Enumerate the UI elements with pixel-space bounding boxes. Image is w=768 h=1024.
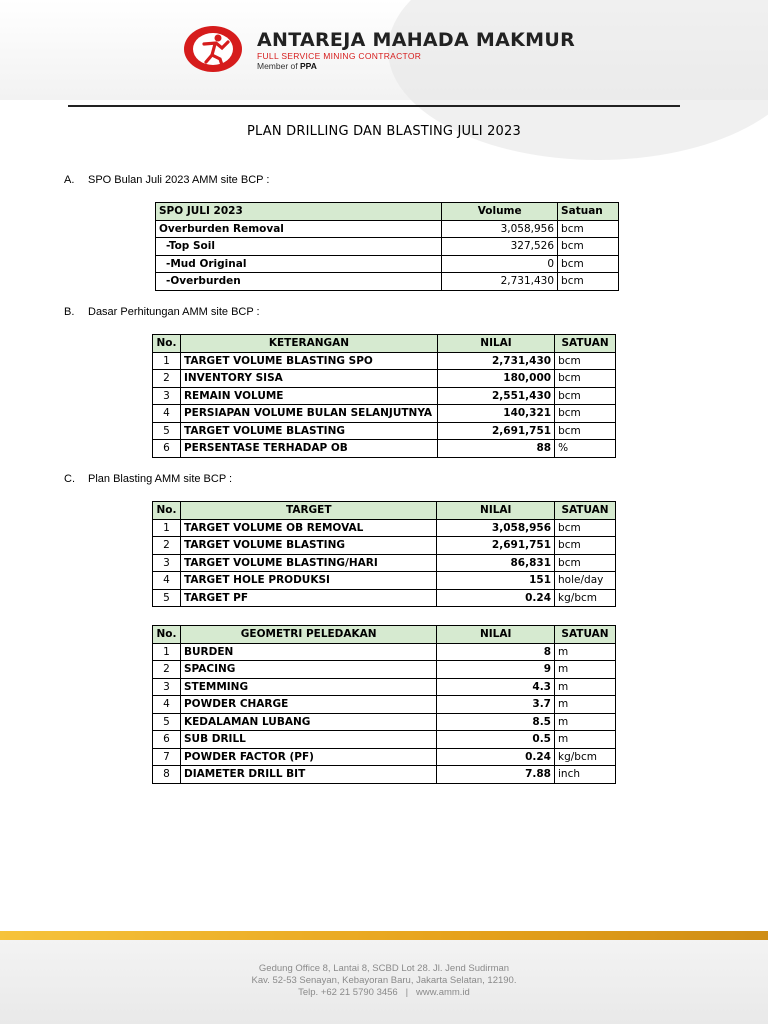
dasar-perhitungan-table xyxy=(152,334,616,458)
table-row xyxy=(153,589,616,607)
plan-row-unit: hole/day xyxy=(555,572,616,590)
table-row xyxy=(153,678,616,696)
geometry-header-unit: SATUAN xyxy=(555,626,616,644)
plan-row-no: 5 xyxy=(153,589,181,607)
spo-header-unit: Satuan xyxy=(558,203,619,221)
section-a-text: SPO Bulan Juli 2023 AMM site BCP : xyxy=(88,174,270,186)
dasar-row-unit: bcm xyxy=(555,387,616,405)
geometry-row-value: 8.5 xyxy=(437,713,555,731)
geometry-row-unit: m xyxy=(555,661,616,679)
geometry-row-name: SUB DRILL xyxy=(180,731,436,749)
footer-address xyxy=(0,963,768,999)
dasar-row-unit: bcm xyxy=(555,370,616,388)
section-b-letter: B. xyxy=(64,306,75,318)
dasar-row-unit: bcm xyxy=(555,405,616,423)
spo-table-header xyxy=(156,203,619,221)
company-logo-icon xyxy=(182,24,244,74)
spo-row-value: 2,731,430 xyxy=(442,273,558,291)
spo-row-unit: bcm xyxy=(558,255,619,273)
geometri-peledakan-table xyxy=(152,625,616,784)
dasar-row-no: 3 xyxy=(153,387,181,405)
geometry-row-name: STEMMING xyxy=(180,678,436,696)
plan-header-value: NILAI xyxy=(437,502,555,520)
spo-row-name: -Top Soil xyxy=(156,238,442,256)
spo-header-name: SPO JULI 2023 xyxy=(156,203,442,221)
spo-row-unit: bcm xyxy=(558,273,619,291)
spo-row-name: -Overburden xyxy=(156,273,442,291)
dasar-row-value: 2,551,430 xyxy=(437,387,554,405)
section-a-letter: A. xyxy=(64,174,75,186)
plan-row-value: 3,058,956 xyxy=(437,519,555,537)
plan-row-unit: kg/bcm xyxy=(555,589,616,607)
spo-row-unit: bcm xyxy=(558,238,619,256)
geometry-row-name: POWDER CHARGE xyxy=(180,696,436,714)
footer-address-line-1: Gedung Office 8, Lantai 8, SCBD Lot 28. Jl. Jend Sudirman xyxy=(258,963,510,974)
dasar-row-name: INVENTORY SISA xyxy=(180,370,437,388)
geometry-row-unit: kg/bcm xyxy=(555,748,616,766)
company-tagline: FULL SERVICE MINING CONTRACTOR xyxy=(257,51,422,61)
plan-row-value: 86,831 xyxy=(437,554,555,572)
dasar-row-name: TARGET VOLUME BLASTING xyxy=(180,422,437,440)
geometry-row-value: 9 xyxy=(437,661,555,679)
spo-row-value: 0 xyxy=(442,255,558,273)
geometry-row-no: 1 xyxy=(153,643,181,661)
spo-table xyxy=(155,202,619,291)
geometry-row-unit: m xyxy=(555,678,616,696)
geometry-row-value: 7.88 xyxy=(437,766,555,784)
plan-table-header xyxy=(153,502,616,520)
plan-row-value: 0.24 xyxy=(437,589,555,607)
footer-address-line-2: Kav. 52-53 Senayan, Kebayoran Baru, Jakarta Selatan, 12190. xyxy=(251,975,517,986)
geometry-header-no: No. xyxy=(153,626,181,644)
geometry-row-value: 8 xyxy=(437,643,555,661)
plan-row-name: TARGET VOLUME BLASTING/HARI xyxy=(180,554,437,572)
plan-row-name: TARGET PF xyxy=(180,589,437,607)
geometry-row-no: 6 xyxy=(153,731,181,749)
plan-header-name: TARGET xyxy=(180,502,437,520)
geometry-row-no: 2 xyxy=(153,661,181,679)
company-logo-block xyxy=(182,24,602,74)
table-row xyxy=(153,696,616,714)
section-b-label xyxy=(64,306,260,318)
dasar-row-value: 2,691,751 xyxy=(437,422,554,440)
table-row xyxy=(153,422,616,440)
geometry-row-unit: inch xyxy=(555,766,616,784)
plan-row-name: TARGET VOLUME BLASTING xyxy=(180,537,437,555)
spo-row-unit: bcm xyxy=(558,220,619,238)
plan-row-no: 4 xyxy=(153,572,181,590)
plan-row-value: 2,691,751 xyxy=(437,537,555,555)
dasar-row-no: 4 xyxy=(153,405,181,423)
geometry-row-no: 4 xyxy=(153,696,181,714)
geometry-header-value: NILAI xyxy=(437,626,555,644)
geometry-row-name: POWDER FACTOR (PF) xyxy=(180,748,436,766)
section-c-text: Plan Blasting AMM site BCP : xyxy=(88,473,233,485)
geometry-row-value: 0.5 xyxy=(437,731,555,749)
member-prefix: Member of xyxy=(257,61,300,71)
dasar-row-no: 2 xyxy=(153,370,181,388)
table-row xyxy=(153,643,616,661)
geometry-row-value: 0.24 xyxy=(437,748,555,766)
section-a-label xyxy=(64,174,269,186)
dasar-header-no: No. xyxy=(153,335,181,353)
table-row xyxy=(153,440,616,458)
geometry-row-unit: m xyxy=(555,713,616,731)
table-row xyxy=(153,519,616,537)
geometry-row-unit: m xyxy=(555,696,616,714)
dasar-header-name: KETERANGAN xyxy=(180,335,437,353)
plan-row-unit: bcm xyxy=(555,554,616,572)
table-row xyxy=(153,766,616,784)
dasar-row-unit: % xyxy=(555,440,616,458)
plan-header-unit: SATUAN xyxy=(555,502,616,520)
dasar-row-value: 2,731,430 xyxy=(437,352,554,370)
geometry-table-header xyxy=(153,626,616,644)
table-row xyxy=(153,731,616,749)
table-row xyxy=(156,273,619,291)
dasar-row-value: 180,000 xyxy=(437,370,554,388)
dasar-row-value: 140,321 xyxy=(437,405,554,423)
table-row xyxy=(156,238,619,256)
geometry-row-name: KEDALAMAN LUBANG xyxy=(180,713,436,731)
geometry-row-name: BURDEN xyxy=(180,643,436,661)
spo-row-name: -Mud Original xyxy=(156,255,442,273)
table-row xyxy=(153,572,616,590)
table-row xyxy=(153,387,616,405)
geometry-row-unit: m xyxy=(555,643,616,661)
dasar-row-value: 88 xyxy=(437,440,554,458)
section-b-text: Dasar Perhitungan AMM site BCP : xyxy=(88,306,260,318)
section-c-label xyxy=(64,473,232,485)
section-c-letter: C. xyxy=(64,473,75,485)
dasar-row-no: 6 xyxy=(153,440,181,458)
dasar-header-unit: SATUAN xyxy=(555,335,616,353)
table-row xyxy=(156,220,619,238)
plan-row-no: 1 xyxy=(153,519,181,537)
footer-contact-line: Telp. +62 21 5790 3456 | www.amm.id xyxy=(298,987,470,998)
dasar-row-no: 1 xyxy=(153,352,181,370)
spo-row-value: 327,526 xyxy=(442,238,558,256)
plan-row-unit: bcm xyxy=(555,537,616,555)
company-name: ANTAREJA MAHADA MAKMUR xyxy=(257,29,576,51)
dasar-row-name: PERSENTASE TERHADAP OB xyxy=(180,440,437,458)
plan-row-name: TARGET VOLUME OB REMOVAL xyxy=(180,519,437,537)
dasar-row-unit: bcm xyxy=(555,422,616,440)
plan-row-no: 3 xyxy=(153,554,181,572)
dasar-table-header xyxy=(153,335,616,353)
dasar-row-name: TARGET VOLUME BLASTING SPO xyxy=(180,352,437,370)
document-title: PLAN DRILLING DAN BLASTING JULI 2023 xyxy=(247,124,521,139)
plan-row-no: 2 xyxy=(153,537,181,555)
plan-row-name: TARGET HOLE PRODUKSI xyxy=(180,572,437,590)
table-row xyxy=(153,405,616,423)
geometry-row-no: 7 xyxy=(153,748,181,766)
table-row xyxy=(156,255,619,273)
spo-header-volume: Volume xyxy=(442,203,558,221)
geometry-row-unit: m xyxy=(555,731,616,749)
geometry-header-name: GEOMETRI PELEDAKAN xyxy=(180,626,436,644)
geometry-row-name: SPACING xyxy=(180,661,436,679)
member-of: PPA xyxy=(300,61,317,71)
plan-header-no: No. xyxy=(153,502,181,520)
spo-row-name: Overburden Removal xyxy=(156,220,442,238)
table-row xyxy=(153,713,616,731)
geometry-row-value: 4.3 xyxy=(437,678,555,696)
geometry-row-no: 8 xyxy=(153,766,181,784)
spo-row-value: 3,058,956 xyxy=(442,220,558,238)
dasar-row-name: REMAIN VOLUME xyxy=(180,387,437,405)
geometry-row-no: 5 xyxy=(153,713,181,731)
dasar-row-unit: bcm xyxy=(555,352,616,370)
table-row xyxy=(153,748,616,766)
header-divider xyxy=(68,105,680,107)
plan-row-value: 151 xyxy=(437,572,555,590)
table-row xyxy=(153,537,616,555)
table-row xyxy=(153,352,616,370)
plan-row-unit: bcm xyxy=(555,519,616,537)
table-row xyxy=(153,554,616,572)
dasar-row-no: 5 xyxy=(153,422,181,440)
plan-blasting-table xyxy=(152,501,616,607)
geometry-row-no: 3 xyxy=(153,678,181,696)
geometry-row-value: 3.7 xyxy=(437,696,555,714)
table-row xyxy=(153,370,616,388)
company-membership xyxy=(257,61,317,71)
dasar-header-value: NILAI xyxy=(437,335,554,353)
dasar-row-name: PERSIAPAN VOLUME BULAN SELANJUTNYA xyxy=(180,405,437,423)
table-row xyxy=(153,661,616,679)
geometry-row-name: DIAMETER DRILL BIT xyxy=(180,766,436,784)
footer-accent-bar xyxy=(0,931,768,940)
